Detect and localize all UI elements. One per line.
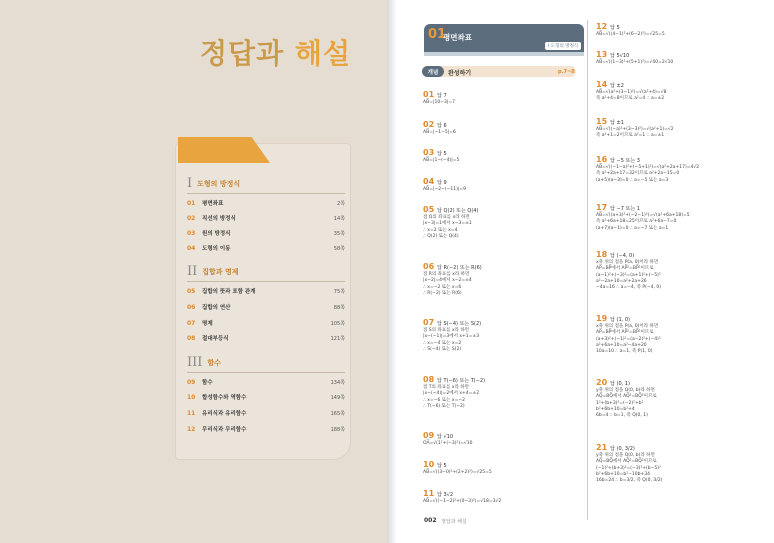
toc-num: 11 — [187, 409, 196, 417]
problem-number: 08 — [423, 375, 435, 384]
solution-item — [423, 318, 481, 353]
solution-line: AB̅=√(a²+(3−1)²)=√(a²+4)=√8 — [596, 90, 667, 96]
toc-page: 134쪽 — [330, 379, 345, 386]
solution-line: (a+5)(a−3)=0 ∴ a=−5 또는 a=3 — [596, 177, 669, 183]
footer-label: 정답과 해설 — [441, 519, 467, 525]
toc-num: 02 — [187, 214, 196, 222]
answer-text: 답 −5 또는 3 — [610, 158, 640, 164]
solution-line: |x−(−4)|=2에서 x+4=±2 — [423, 391, 480, 397]
solution-line: AB̅=√((3−0)²+(2+2)²)=√25=5 — [423, 470, 492, 476]
divider — [187, 193, 345, 194]
solution-item — [596, 117, 674, 140]
answer-text: 답 T(−6) 또는 T(−2) — [437, 378, 486, 384]
problem-number: 03 — [423, 148, 435, 157]
toc-num: 06 — [187, 303, 196, 311]
problem-number: 14 — [596, 80, 608, 89]
answer-text: 답 (0, 1) — [610, 381, 631, 387]
solution-line: AB̅=√((a+3)²+(−2−1)²)=√(a²+6a+18)=5 — [596, 213, 690, 219]
solution-line: ∴ T(−6) 또는 T(−2) — [423, 403, 465, 409]
solution-line: AP̅=BP̅에서 AP̅²=BP̅²이므로 — [596, 330, 654, 336]
solution-line: (−1)²+(b+3)²=(−3)²+(b−5)² — [596, 465, 661, 471]
solution-line: AQ̅=BQ̅에서 AQ̅²=BQ̅²이므로 — [596, 394, 657, 400]
divider — [187, 372, 345, 373]
toc-num: 05 — [187, 287, 196, 295]
toc-section-3-head — [187, 355, 221, 370]
solution-line: ∴ x=−6 또는 x=−2 — [423, 397, 465, 403]
concept-page-range: p.7~8 — [558, 69, 575, 75]
page-number: 002 — [424, 517, 437, 524]
solution-item — [423, 262, 482, 297]
toc-num: 08 — [187, 334, 196, 342]
title-part-a: 정답과 — [200, 37, 285, 70]
concept-title: 완성하기 — [448, 70, 472, 77]
solution-line: a²+6a+10=a²−4a+20 — [596, 342, 647, 348]
toc-page: 88쪽 — [333, 304, 345, 311]
solution-item — [596, 80, 666, 103]
toc-item[interactable] — [187, 286, 345, 296]
concept-bar — [422, 66, 576, 77]
toc-title: 원의 방정식 — [202, 231, 231, 237]
answer-text: 답 ±1 — [610, 120, 624, 126]
toc-page: 58쪽 — [333, 245, 345, 252]
toc-title: 집합의 연산 — [202, 305, 231, 311]
toc-page: 14쪽 — [333, 215, 345, 222]
solution-line: ∴ Q(2) 또는 Q(4) — [423, 233, 459, 239]
solution-line: AP̅=BP̅에서 AP̅²=BP̅²이므로 — [596, 266, 654, 272]
solution-line: 즉 a²+6a+18=25이므로 a²+6a−7=0 — [596, 219, 677, 225]
toc-item[interactable] — [187, 333, 345, 343]
answer-text: 답 S(−4) 또는 S(2) — [437, 321, 482, 327]
problem-number: 18 — [596, 250, 608, 259]
solution-line: b²+6b+10=b²+4 — [596, 406, 635, 412]
problem-number: 17 — [596, 203, 608, 212]
solution-line: 16b=24 ∴ b=3/2, 즉 Q(0, 3/2) — [596, 478, 663, 484]
solution-line: AB̅=√((−a)²+(3−3)²)=√(a²+1)=√2 — [596, 127, 674, 133]
answer-text: 답 −7 또는 1 — [610, 206, 640, 212]
problem-number: 15 — [596, 117, 608, 126]
solution-line: AB̅=|10−3|=7 — [423, 100, 455, 106]
chapter-title: 평면좌표 — [443, 33, 472, 42]
toc-item[interactable] — [187, 377, 345, 387]
solution-line: AQ̅=BQ̅에서 AQ̅²=BQ̅²이므로 — [596, 459, 657, 465]
answer-text: 답 √10 — [437, 434, 454, 440]
answer-text: 답 5 — [610, 25, 620, 31]
solution-line: b²+6b+10=b²−10b+34 — [596, 471, 650, 477]
solution-line: ∴ x=−2 또는 x=6 — [423, 284, 462, 290]
solution-line: 즉 a²+2a+17=32이므로 a²+2a−15=0 — [596, 171, 680, 177]
solution-line: |x−3|=1에서 x−3=±1 — [423, 221, 472, 227]
solution-item — [423, 148, 459, 164]
section-name: 도형의 방정식 — [197, 179, 241, 188]
section-roman: III — [187, 355, 203, 370]
solution-item — [423, 375, 485, 410]
solution-item — [423, 90, 455, 106]
solution-line: (a−1)²+(−3)²=(a+1)²+(−5)² — [596, 272, 661, 278]
solution-line: ∴ S(−4) 또는 S(2) — [423, 346, 462, 352]
toc-item[interactable] — [187, 243, 345, 253]
problem-number: 01 — [423, 90, 435, 99]
toc-title: 무리식과 무리함수 — [202, 427, 247, 433]
toc-num: 12 — [187, 425, 196, 433]
problem-number: 19 — [596, 314, 608, 323]
answer-text: 답 (1, 0) — [610, 317, 631, 323]
solution-line: AB̅=√((−1−a)²+(−5+1)²)=√(a²+2a+17)=4√2 — [596, 165, 700, 171]
solution-line: (a+3)²+(−1)²=(a−2)²+(−4)² — [596, 336, 661, 342]
problem-number: 04 — [423, 177, 435, 186]
toc-title: 직선의 방정식 — [202, 216, 236, 222]
toc-num: 10 — [187, 393, 196, 401]
toc-title: 합성함수와 역함수 — [202, 395, 247, 401]
problem-number: 13 — [596, 50, 608, 59]
answer-text: 답 R(−2) 또는 R(6) — [437, 265, 482, 271]
solution-item — [596, 155, 699, 184]
solution-line: 10a=10 ∴ a=1, 즉 P(1, 0) — [596, 349, 653, 355]
toc-item[interactable] — [187, 318, 345, 328]
solution-line: y축 위의 점을 Q(0, b)라 하면 — [596, 388, 655, 394]
answer-text: 답 (−4, 0) — [610, 253, 635, 259]
solution-item — [423, 489, 501, 505]
toc-num: 03 — [187, 229, 196, 237]
problem-number: 12 — [596, 22, 608, 31]
solution-line: |x−2|=4에서 x−2=±4 — [423, 278, 472, 284]
solution-line: 즉 a²+1=2이므로 a²=1 ∴ a=±1 — [596, 133, 665, 139]
toc-page: 121쪽 — [330, 335, 345, 342]
solution-line: 6b=4 ∴ b=1, 즉 Q(0, 1) — [596, 413, 648, 419]
toc-num: 04 — [187, 244, 196, 252]
solution-line: a²−2a+10=a²+2a+26 — [596, 278, 647, 284]
answer-text: 답 7 — [437, 93, 447, 99]
toc-title: 함수 — [202, 380, 213, 386]
solution-line: 점 R의 좌표를 x라 하면 — [423, 272, 470, 278]
solution-line: AB̅=√((−1−2)²+(0−3)²)=√18=3√2 — [423, 499, 502, 505]
solution-item — [596, 203, 690, 232]
problem-number: 10 — [423, 460, 435, 469]
answer-text: 답 5 — [437, 463, 447, 469]
answer-text: 답 (0, 3/2) — [610, 446, 635, 452]
solution-line: 1²+(b+3)²=(−2)²+b² — [596, 400, 644, 406]
section-name: 집합과 명제 — [202, 267, 239, 276]
answer-text: 답 ±2 — [610, 83, 624, 89]
toc-page: 188쪽 — [330, 426, 345, 433]
section-roman: I — [187, 176, 193, 191]
solution-item — [423, 431, 472, 447]
problem-number: 06 — [423, 262, 435, 271]
toc-page: 35쪽 — [333, 230, 345, 237]
answer-text: 답 5√10 — [610, 53, 630, 59]
solution-line: AB̅=|−2−(−11)|=9 — [423, 187, 467, 193]
toc-page: 105쪽 — [330, 320, 345, 327]
solution-line: 즉 a²+4=8이므로 a²=4 ∴ a=±2 — [596, 96, 665, 102]
toc-title: 명제 — [202, 321, 213, 327]
solution-item — [596, 443, 662, 484]
answer-text: 답 6 — [437, 123, 447, 129]
toc-item[interactable] — [187, 392, 345, 402]
toc-page: 75쪽 — [333, 288, 345, 295]
toc-title: 절대부등식 — [202, 336, 229, 342]
problem-number: 09 — [423, 431, 435, 440]
toc-num: 01 — [187, 199, 196, 207]
solution-item — [423, 177, 466, 193]
solution-line: (a+7)(a−1)=0 ∴ a=−7 또는 a=1 — [596, 225, 669, 231]
solution-line: 점 Q의 좌표를 x라 하면 — [423, 215, 470, 221]
solution-line: x축 위의 점을 P(a, 0)이라 하면 — [596, 324, 659, 330]
problem-number: 11 — [423, 489, 435, 498]
solution-line: AB̅=|−1−5|=6 — [423, 130, 456, 136]
problem-number: 20 — [596, 378, 608, 387]
toc-section-1-head — [187, 176, 240, 191]
solution-item — [596, 50, 673, 66]
problem-number: 07 — [423, 318, 435, 327]
solution-item — [596, 314, 661, 355]
solution-line: ∴ R(−2) 또는 R(6) — [423, 290, 462, 296]
toc-item[interactable] — [187, 198, 345, 208]
toc-item[interactable] — [187, 408, 345, 418]
concept-pill: 개념 — [422, 66, 444, 77]
toc-item[interactable] — [187, 424, 345, 434]
toc-num: 09 — [187, 378, 196, 386]
toc-item[interactable] — [187, 228, 345, 238]
column-divider — [587, 20, 588, 520]
solution-line: AB̅=√((1−3)²+(5+1)²)=√40=2√10 — [596, 60, 674, 66]
toc-item[interactable] — [187, 213, 345, 223]
book-title — [200, 32, 351, 72]
toc-title: 유리식과 유리함수 — [202, 411, 247, 417]
solution-line: x축 위의 점을 P(a, 0)이라 하면 — [596, 260, 659, 266]
problem-number: 02 — [423, 120, 435, 129]
solution-line: ∴ x=−4 또는 x=2 — [423, 340, 462, 346]
toc-title: 평면좌표 — [202, 201, 224, 207]
toc-title: 집합의 뜻과 포함 관계 — [202, 289, 256, 295]
toc-num: 07 — [187, 319, 196, 327]
toc-page: 2쪽 — [336, 200, 345, 207]
solution-line: AB̅=√((4−1)²+(6−2)²)=√25=5 — [596, 32, 665, 38]
toc-item[interactable] — [187, 302, 345, 312]
answer-text: 답 5 — [437, 151, 447, 157]
solution-line: AB̅=|1−(−4)|=5 — [423, 158, 460, 164]
title-part-b: 해설 — [294, 37, 352, 70]
problem-number: 05 — [423, 205, 435, 214]
chapter-underband — [424, 52, 584, 56]
solution-line: OA̅=√(1²+(−3)²)=√10 — [423, 441, 473, 447]
solution-line: 점 S의 좌표를 x라 하면 — [423, 328, 470, 334]
toc-page: 149쪽 — [330, 394, 345, 401]
problem-number: 21 — [596, 443, 608, 452]
solution-item — [596, 250, 661, 291]
chapter-number: 01 — [428, 27, 447, 42]
toc-title: 도형의 이동 — [202, 246, 231, 252]
chapter-tag: I 도형의 방정식 — [545, 42, 581, 50]
divider — [187, 281, 345, 282]
solution-item — [423, 120, 456, 136]
section-name: 함수 — [207, 358, 221, 367]
solution-item — [596, 378, 657, 419]
answer-text: 답 9 — [437, 180, 447, 186]
problem-number: 16 — [596, 155, 608, 164]
answer-text: 답 Q(2) 또는 Q(4) — [437, 208, 479, 214]
toc-section-2-head — [187, 264, 239, 279]
page-gutter — [387, 0, 397, 543]
solution-item — [423, 460, 492, 476]
solution-item — [423, 205, 478, 240]
solution-line: 점 T의 좌표를 x라 하면 — [423, 385, 469, 391]
solution-line: y축 위의 점을 Q(0, b)라 하면 — [596, 453, 655, 459]
solution-line: −4a=16 ∴ a=−4, 즉 P(−4, 0) — [596, 285, 661, 291]
solution-item — [596, 22, 665, 38]
section-roman: II — [187, 264, 198, 279]
toc-page: 165쪽 — [330, 410, 345, 417]
solution-line: ∴ x=2 또는 x=4 — [423, 227, 458, 233]
solution-line: |x−(−1)|=3에서 x+1=±3 — [423, 334, 480, 340]
answer-text: 답 3√2 — [437, 492, 454, 498]
